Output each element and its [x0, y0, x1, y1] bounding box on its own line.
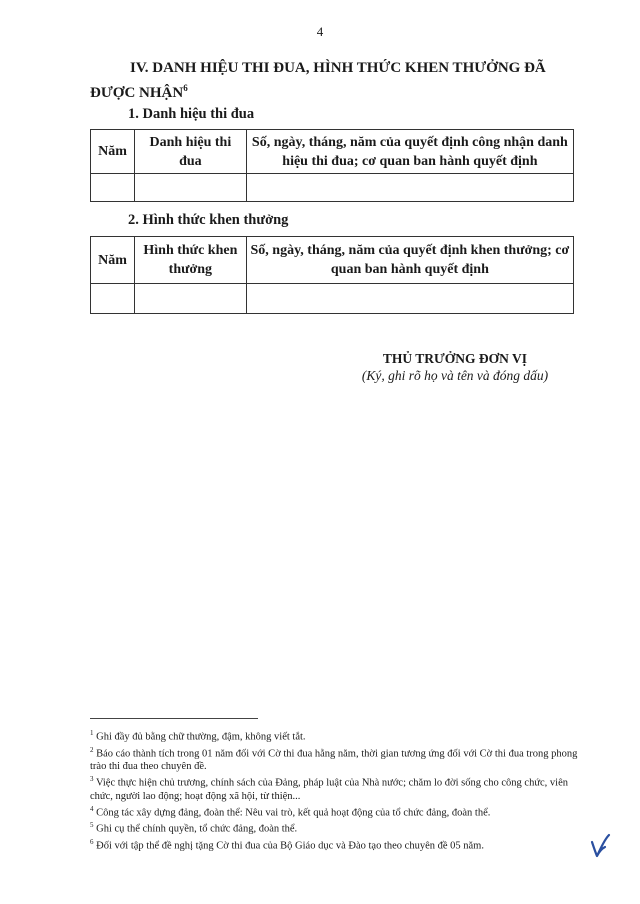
table-cell[interactable] — [91, 174, 135, 202]
footnote-text: Ghi cụ thể chính quyền, tổ chức đảng, đoàn thể. — [96, 823, 298, 835]
header-commendation-form: Hình thức khen thưởng — [134, 237, 246, 284]
section-title-footnote-ref: 6 — [183, 83, 188, 93]
footnote-text: Báo cáo thành tích trong 01 năm đối với Cờ thi đua hằng năm, thời gian tương ứng đối với Cờ thi đua trong phong trào thi đua theo chuyên đề. — [90, 748, 578, 772]
header-decision-info: Số, ngày, tháng, năm của quyết định công nhận danh hiệu thi đua; cơ quan ban hành quyết định — [246, 130, 573, 174]
header-emulation-title: Danh hiệu thi đua — [134, 130, 246, 174]
footnotes — [90, 727, 582, 852]
header-year: Năm — [91, 130, 135, 174]
footnote-item — [90, 727, 582, 744]
footnote-text: Công tác xây dựng đảng, đoàn thể: Nêu vai trò, kết quả hoạt động của tổ chức đảng, đoàn thể. — [96, 807, 491, 818]
footnote-text: Đối với tập thể đề nghị tặng Cờ thi đua của Bộ Giáo dục và Đào tạo theo chuyên đề 05 năm. — [96, 840, 484, 851]
footnote-text: Ghi đầy đủ bằng chữ thường, đậm, không viết tắt. — [96, 731, 306, 743]
header-year: Năm — [91, 237, 135, 284]
footnote-number: 6 — [90, 837, 94, 846]
part1-heading: 1. Danh hiệu thi đua — [128, 106, 255, 122]
footnote-number: 2 — [90, 745, 94, 754]
footnote-item — [90, 836, 582, 853]
table-header-row — [91, 130, 574, 174]
table-cell[interactable] — [246, 284, 573, 314]
header-decision-info: Số, ngày, tháng, năm của quyết định khen thưởng; cơ quan ban hành quyết định — [246, 237, 573, 284]
footnote-item — [90, 773, 582, 803]
footnote-divider — [90, 718, 258, 719]
footnote-number: 5 — [90, 821, 94, 829]
footnote-item — [90, 803, 582, 820]
footnote-number: 4 — [90, 804, 94, 813]
table-row — [91, 284, 574, 314]
table-header-row — [91, 237, 574, 284]
handwritten-initial-mark — [588, 832, 612, 860]
page-number: 4 — [316, 24, 324, 39]
footnote-number: 1 — [90, 729, 94, 737]
table-cell[interactable] — [134, 284, 246, 314]
emulation-title-table — [90, 129, 574, 202]
commendation-form-table — [90, 236, 574, 314]
signature-note: (Ký, ghi rõ họ và tên và đóng dấu) — [361, 368, 549, 383]
footnote-item — [90, 819, 582, 836]
table-row — [91, 174, 574, 202]
table-cell[interactable] — [134, 174, 246, 202]
table-cell[interactable] — [91, 284, 135, 314]
signature-title: THỦ TRƯỞNG ĐƠN VỊ — [382, 351, 528, 366]
footnote-number: 3 — [90, 775, 94, 783]
table-cell[interactable] — [246, 174, 573, 202]
section-title — [90, 58, 580, 103]
footnote-item — [90, 744, 582, 774]
section-title-text: IV. DANH HIỆU THI ĐUA, HÌNH THỨC KHEN THƯỞNG ĐÃ ĐƯỢC NHẬN — [90, 60, 546, 101]
footnote-text: Việc thực hiện chủ trương, chính sách của Đảng, pháp luật của Nhà nước; chăm lo đời sống cho công chức, viên chức, người lao động; hoạt động xã hội, từ thiện... — [90, 777, 569, 802]
part2-heading: 2. Hình thức khen thưởng — [128, 212, 289, 228]
